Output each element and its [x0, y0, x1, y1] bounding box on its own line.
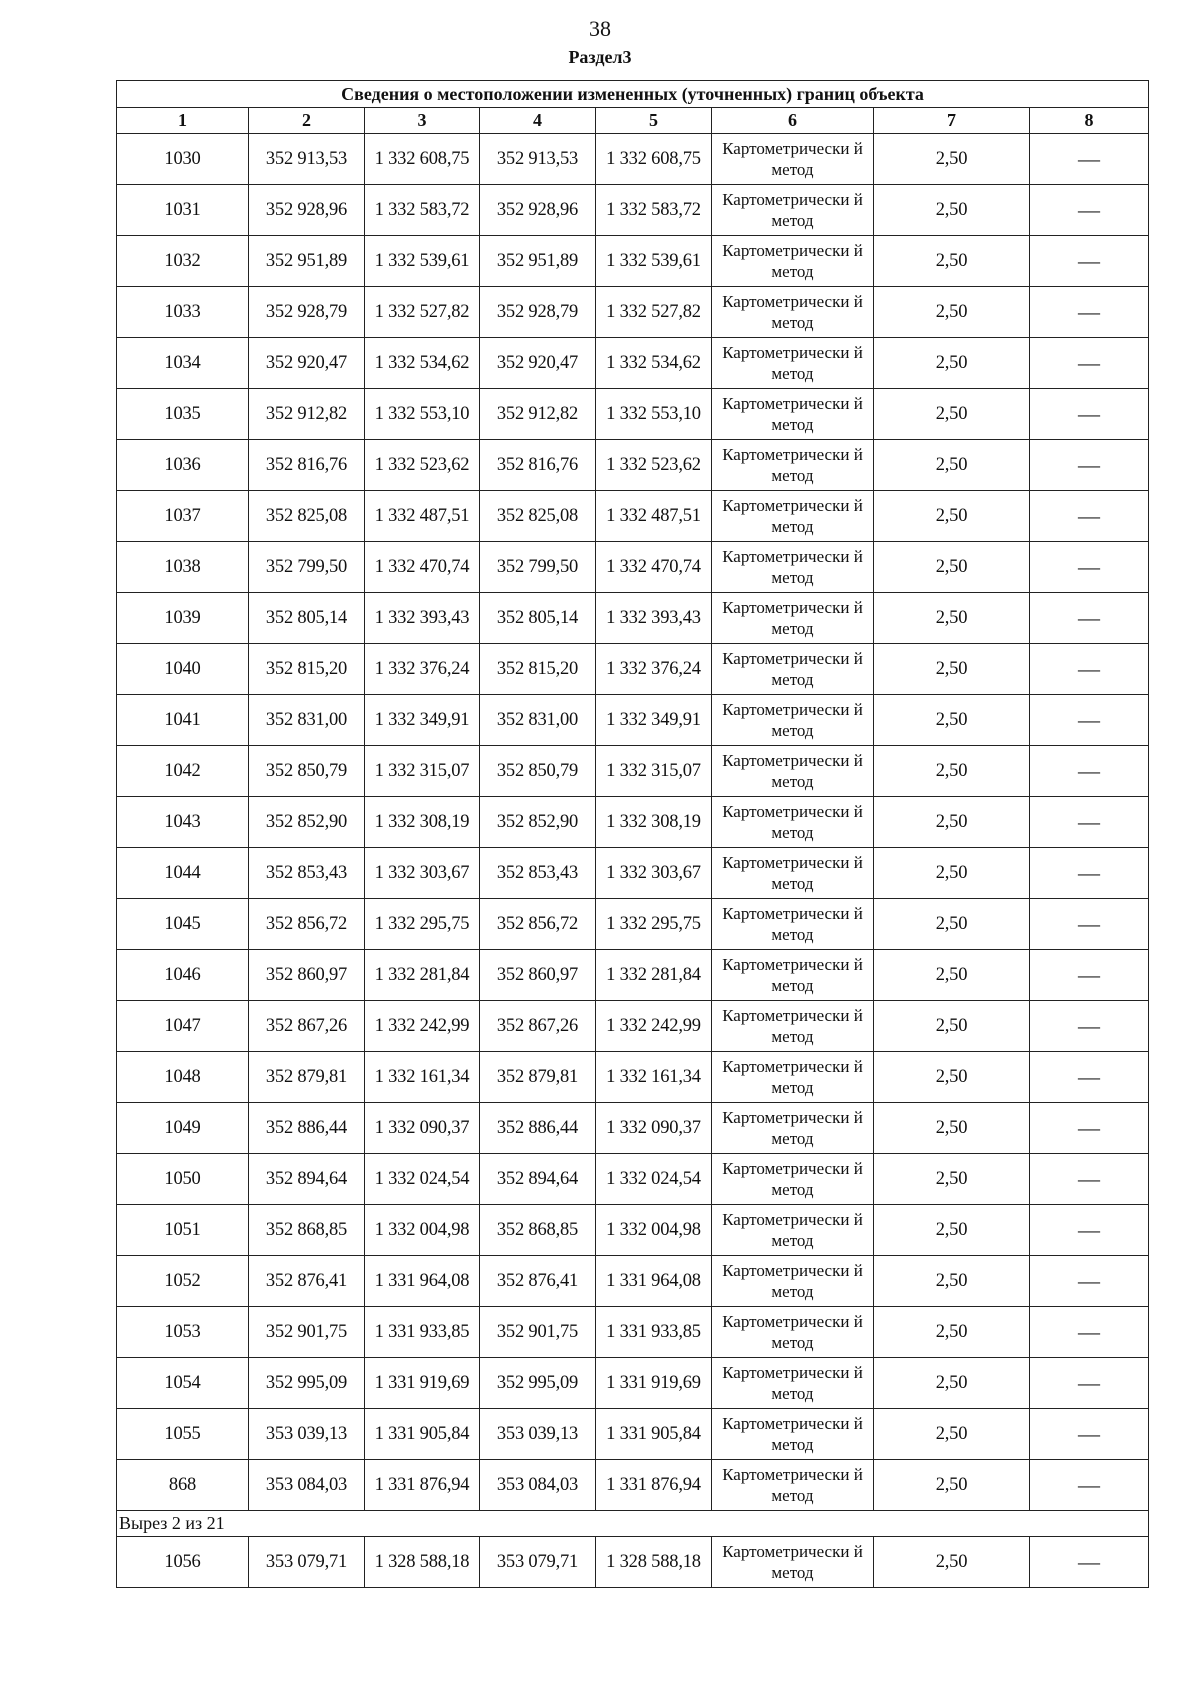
y-coordinate-cell: 1 332 090,37: [365, 1103, 480, 1154]
description-cell: —: [1030, 338, 1149, 389]
method-cell: Картометрически й метод: [712, 185, 874, 236]
x-coordinate-cell: 352 856,72: [249, 899, 365, 950]
x-coordinate-cell: 352 868,85: [480, 1205, 596, 1256]
x-coordinate-cell: 352 850,79: [249, 746, 365, 797]
point-number-cell: 1037: [117, 491, 249, 542]
column-header: 4: [480, 108, 596, 134]
y-coordinate-cell: 1 331 964,08: [596, 1256, 712, 1307]
y-coordinate-cell: 1 331 876,94: [365, 1460, 480, 1511]
x-coordinate-cell: 352 831,00: [249, 695, 365, 746]
table-row: [117, 1103, 1149, 1154]
x-coordinate-cell: 352 852,90: [480, 797, 596, 848]
y-coordinate-cell: 1 332 487,51: [596, 491, 712, 542]
x-coordinate-cell: 352 831,00: [480, 695, 596, 746]
accuracy-cell: 2,50: [874, 1460, 1030, 1511]
description-cell: —: [1030, 389, 1149, 440]
description-cell: —: [1030, 1001, 1149, 1052]
table-row: [117, 1205, 1149, 1256]
column-header: 2: [249, 108, 365, 134]
method-cell: Картометрически й метод: [712, 1103, 874, 1154]
y-coordinate-cell: 1 332 527,82: [596, 287, 712, 338]
page-number: 38: [589, 16, 611, 41]
table-title: Сведения о местоположении измененных (уточненных) границ объекта: [117, 81, 1149, 108]
method-cell: Картометрически й метод: [712, 1154, 874, 1205]
x-coordinate-cell: 352 951,89: [249, 236, 365, 287]
y-coordinate-cell: 1 332 090,37: [596, 1103, 712, 1154]
x-coordinate-cell: 352 799,50: [480, 542, 596, 593]
y-coordinate-cell: 1 332 539,61: [365, 236, 480, 287]
accuracy-cell: 2,50: [874, 1001, 1030, 1052]
x-coordinate-cell: 352 852,90: [249, 797, 365, 848]
accuracy-cell: 2,50: [874, 644, 1030, 695]
point-number-cell: 1042: [117, 746, 249, 797]
x-coordinate-cell: 352 860,97: [480, 950, 596, 1001]
x-coordinate-cell: 352 816,76: [480, 440, 596, 491]
y-coordinate-cell: 1 332 393,43: [365, 593, 480, 644]
y-coordinate-cell: 1 332 523,62: [596, 440, 712, 491]
x-coordinate-cell: 352 867,26: [480, 1001, 596, 1052]
x-coordinate-cell: 352 825,08: [480, 491, 596, 542]
method-cell: Картометрически й метод: [712, 542, 874, 593]
method-cell: Картометрически й метод: [712, 491, 874, 542]
x-coordinate-cell: 353 079,71: [249, 1537, 365, 1588]
accuracy-cell: 2,50: [874, 542, 1030, 593]
cut-label-row: [117, 1511, 1149, 1537]
method-cell: Картометрически й метод: [712, 848, 874, 899]
x-coordinate-cell: 352 853,43: [480, 848, 596, 899]
table-row: [117, 287, 1149, 338]
x-coordinate-cell: 353 084,03: [249, 1460, 365, 1511]
y-coordinate-cell: 1 332 470,74: [365, 542, 480, 593]
description-cell: —: [1030, 287, 1149, 338]
y-coordinate-cell: 1 332 534,62: [365, 338, 480, 389]
x-coordinate-cell: 352 879,81: [480, 1052, 596, 1103]
description-cell: —: [1030, 644, 1149, 695]
x-coordinate-cell: 352 886,44: [249, 1103, 365, 1154]
x-coordinate-cell: 352 995,09: [249, 1358, 365, 1409]
table-row: [117, 1358, 1149, 1409]
method-cell: Картометрически й метод: [712, 1537, 874, 1588]
x-coordinate-cell: 352 951,89: [480, 236, 596, 287]
y-coordinate-cell: 1 331 919,69: [365, 1358, 480, 1409]
x-coordinate-cell: 353 084,03: [480, 1460, 596, 1511]
x-coordinate-cell: 352 876,41: [249, 1256, 365, 1307]
point-number-cell: 1056: [117, 1537, 249, 1588]
table-row: [117, 1154, 1149, 1205]
point-number-cell: 1038: [117, 542, 249, 593]
accuracy-cell: 2,50: [874, 950, 1030, 1001]
x-coordinate-cell: 352 850,79: [480, 746, 596, 797]
method-cell: Картометрически й метод: [712, 134, 874, 185]
table-row: [117, 644, 1149, 695]
x-coordinate-cell: 352 912,82: [249, 389, 365, 440]
y-coordinate-cell: 1 332 024,54: [365, 1154, 480, 1205]
table-row: [117, 1409, 1149, 1460]
method-cell: Картометрически й метод: [712, 746, 874, 797]
point-number-cell: 1051: [117, 1205, 249, 1256]
accuracy-cell: 2,50: [874, 1307, 1030, 1358]
accuracy-cell: 2,50: [874, 185, 1030, 236]
method-cell: Картометрически й метод: [712, 287, 874, 338]
method-cell: Картометрически й метод: [712, 899, 874, 950]
x-coordinate-cell: 353 079,71: [480, 1537, 596, 1588]
method-cell: Картометрически й метод: [712, 1409, 874, 1460]
point-number-cell: 1052: [117, 1256, 249, 1307]
accuracy-cell: 2,50: [874, 899, 1030, 950]
y-coordinate-cell: 1 332 376,24: [365, 644, 480, 695]
point-number-cell: 1043: [117, 797, 249, 848]
table-row: [117, 1537, 1149, 1588]
point-number-cell: 1049: [117, 1103, 249, 1154]
y-coordinate-cell: 1 332 470,74: [596, 542, 712, 593]
table-row: [117, 491, 1149, 542]
y-coordinate-cell: 1 331 905,84: [365, 1409, 480, 1460]
table-title-row: [117, 81, 1149, 108]
y-coordinate-cell: 1 332 583,72: [365, 185, 480, 236]
y-coordinate-cell: 1 332 608,75: [365, 134, 480, 185]
description-cell: —: [1030, 1307, 1149, 1358]
point-number-cell: 1040: [117, 644, 249, 695]
description-cell: —: [1030, 542, 1149, 593]
column-header: 7: [874, 108, 1030, 134]
x-coordinate-cell: 352 853,43: [249, 848, 365, 899]
y-coordinate-cell: 1 328 588,18: [596, 1537, 712, 1588]
boundary-table: [116, 80, 1149, 1588]
y-coordinate-cell: 1 331 933,85: [365, 1307, 480, 1358]
x-coordinate-cell: 352 920,47: [249, 338, 365, 389]
x-coordinate-cell: 352 856,72: [480, 899, 596, 950]
description-cell: —: [1030, 1103, 1149, 1154]
accuracy-cell: 2,50: [874, 389, 1030, 440]
point-number-cell: 1047: [117, 1001, 249, 1052]
x-coordinate-cell: 352 799,50: [249, 542, 365, 593]
y-coordinate-cell: 1 332 161,34: [596, 1052, 712, 1103]
y-coordinate-cell: 1 332 024,54: [596, 1154, 712, 1205]
method-cell: Картометрически й метод: [712, 1307, 874, 1358]
x-coordinate-cell: 353 039,13: [480, 1409, 596, 1460]
column-header: 8: [1030, 108, 1149, 134]
y-coordinate-cell: 1 332 004,98: [365, 1205, 480, 1256]
y-coordinate-cell: 1 332 349,91: [365, 695, 480, 746]
y-coordinate-cell: 1 332 349,91: [596, 695, 712, 746]
x-coordinate-cell: 352 894,64: [249, 1154, 365, 1205]
y-coordinate-cell: 1 332 539,61: [596, 236, 712, 287]
description-cell: —: [1030, 593, 1149, 644]
method-cell: Картометрически й метод: [712, 1256, 874, 1307]
point-number-cell: 1035: [117, 389, 249, 440]
table-row: [117, 695, 1149, 746]
point-number-cell: 1039: [117, 593, 249, 644]
table-row: [117, 1256, 1149, 1307]
accuracy-cell: 2,50: [874, 1358, 1030, 1409]
y-coordinate-cell: 1 332 534,62: [596, 338, 712, 389]
x-coordinate-cell: 352 901,75: [480, 1307, 596, 1358]
x-coordinate-cell: 352 825,08: [249, 491, 365, 542]
point-number-cell: 1048: [117, 1052, 249, 1103]
y-coordinate-cell: 1 332 303,67: [596, 848, 712, 899]
x-coordinate-cell: 352 805,14: [480, 593, 596, 644]
table-row: [117, 389, 1149, 440]
description-cell: —: [1030, 491, 1149, 542]
x-coordinate-cell: 352 815,20: [249, 644, 365, 695]
table-row: [117, 1001, 1149, 1052]
accuracy-cell: 2,50: [874, 491, 1030, 542]
accuracy-cell: 2,50: [874, 848, 1030, 899]
table-row: [117, 950, 1149, 1001]
table-row: [117, 1460, 1149, 1511]
x-coordinate-cell: 352 913,53: [480, 134, 596, 185]
method-cell: Картометрически й метод: [712, 1205, 874, 1256]
description-cell: —: [1030, 1052, 1149, 1103]
table-row: [117, 185, 1149, 236]
y-coordinate-cell: 1 332 553,10: [365, 389, 480, 440]
description-cell: —: [1030, 899, 1149, 950]
y-coordinate-cell: 1 332 308,19: [365, 797, 480, 848]
point-number-cell: 1050: [117, 1154, 249, 1205]
method-cell: Картометрически й метод: [712, 797, 874, 848]
method-cell: Картометрически й метод: [712, 593, 874, 644]
accuracy-cell: 2,50: [874, 1205, 1030, 1256]
y-coordinate-cell: 1 332 553,10: [596, 389, 712, 440]
description-cell: —: [1030, 848, 1149, 899]
accuracy-cell: 2,50: [874, 1052, 1030, 1103]
accuracy-cell: 2,50: [874, 593, 1030, 644]
description-cell: —: [1030, 1256, 1149, 1307]
accuracy-cell: 2,50: [874, 1409, 1030, 1460]
x-coordinate-cell: 352 928,96: [480, 185, 596, 236]
x-coordinate-cell: 352 901,75: [249, 1307, 365, 1358]
table-header-row: [117, 108, 1149, 134]
accuracy-cell: 2,50: [874, 134, 1030, 185]
description-cell: —: [1030, 746, 1149, 797]
x-coordinate-cell: 352 913,53: [249, 134, 365, 185]
accuracy-cell: 2,50: [874, 695, 1030, 746]
x-coordinate-cell: 352 805,14: [249, 593, 365, 644]
y-coordinate-cell: 1 331 919,69: [596, 1358, 712, 1409]
description-cell: —: [1030, 1154, 1149, 1205]
description-cell: —: [1030, 236, 1149, 287]
description-cell: —: [1030, 1460, 1149, 1511]
method-cell: Картометрически й метод: [712, 695, 874, 746]
point-number-cell: 1031: [117, 185, 249, 236]
y-coordinate-cell: 1 332 308,19: [596, 797, 712, 848]
description-cell: —: [1030, 1537, 1149, 1588]
accuracy-cell: 2,50: [874, 338, 1030, 389]
column-header: 1: [117, 108, 249, 134]
method-cell: Картометрически й метод: [712, 1052, 874, 1103]
x-coordinate-cell: 352 867,26: [249, 1001, 365, 1052]
description-cell: —: [1030, 797, 1149, 848]
accuracy-cell: 2,50: [874, 746, 1030, 797]
accuracy-cell: 2,50: [874, 1154, 1030, 1205]
y-coordinate-cell: 1 332 295,75: [365, 899, 480, 950]
table-row: [117, 797, 1149, 848]
table-row: [117, 1052, 1149, 1103]
y-coordinate-cell: 1 331 933,85: [596, 1307, 712, 1358]
x-coordinate-cell: 352 886,44: [480, 1103, 596, 1154]
accuracy-cell: 2,50: [874, 797, 1030, 848]
accuracy-cell: 2,50: [874, 1256, 1030, 1307]
x-coordinate-cell: 352 928,96: [249, 185, 365, 236]
point-number-cell: 1033: [117, 287, 249, 338]
method-cell: Картометрически й метод: [712, 338, 874, 389]
accuracy-cell: 2,50: [874, 1537, 1030, 1588]
method-cell: Картометрически й метод: [712, 950, 874, 1001]
section-title: Раздел3: [568, 47, 632, 67]
x-coordinate-cell: 352 928,79: [249, 287, 365, 338]
x-coordinate-cell: 352 860,97: [249, 950, 365, 1001]
y-coordinate-cell: 1 332 281,84: [365, 950, 480, 1001]
y-coordinate-cell: 1 332 303,67: [365, 848, 480, 899]
table-row: [117, 899, 1149, 950]
column-header: 6: [712, 108, 874, 134]
point-number-cell: 1046: [117, 950, 249, 1001]
x-coordinate-cell: 352 920,47: [480, 338, 596, 389]
y-coordinate-cell: 1 332 004,98: [596, 1205, 712, 1256]
table-row: [117, 236, 1149, 287]
table-row: [117, 542, 1149, 593]
method-cell: Картометрически й метод: [712, 1001, 874, 1052]
x-coordinate-cell: 352 928,79: [480, 287, 596, 338]
y-coordinate-cell: 1 332 393,43: [596, 593, 712, 644]
y-coordinate-cell: 1 332 161,34: [365, 1052, 480, 1103]
x-coordinate-cell: 352 879,81: [249, 1052, 365, 1103]
point-number-cell: 1030: [117, 134, 249, 185]
table-row: [117, 338, 1149, 389]
point-number-cell: 1053: [117, 1307, 249, 1358]
method-cell: Картометрически й метод: [712, 1358, 874, 1409]
x-coordinate-cell: 352 868,85: [249, 1205, 365, 1256]
x-coordinate-cell: 352 876,41: [480, 1256, 596, 1307]
table-row: [117, 593, 1149, 644]
y-coordinate-cell: 1 332 281,84: [596, 950, 712, 1001]
y-coordinate-cell: 1 331 905,84: [596, 1409, 712, 1460]
y-coordinate-cell: 1 332 315,07: [365, 746, 480, 797]
point-number-cell: 868: [117, 1460, 249, 1511]
table-row: [117, 848, 1149, 899]
point-number-cell: 1055: [117, 1409, 249, 1460]
table-row: [117, 1307, 1149, 1358]
description-cell: —: [1030, 440, 1149, 491]
description-cell: —: [1030, 695, 1149, 746]
table-row: [117, 746, 1149, 797]
y-coordinate-cell: 1 332 295,75: [596, 899, 712, 950]
x-coordinate-cell: 352 995,09: [480, 1358, 596, 1409]
method-cell: Картометрически й метод: [712, 644, 874, 695]
method-cell: Картометрически й метод: [712, 236, 874, 287]
method-cell: Картометрически й метод: [712, 440, 874, 491]
column-header: 5: [596, 108, 712, 134]
description-cell: —: [1030, 1358, 1149, 1409]
point-number-cell: 1034: [117, 338, 249, 389]
y-coordinate-cell: 1 332 376,24: [596, 644, 712, 695]
point-number-cell: 1032: [117, 236, 249, 287]
x-coordinate-cell: 352 816,76: [249, 440, 365, 491]
x-coordinate-cell: 352 815,20: [480, 644, 596, 695]
description-cell: —: [1030, 950, 1149, 1001]
accuracy-cell: 2,50: [874, 236, 1030, 287]
description-cell: —: [1030, 1409, 1149, 1460]
y-coordinate-cell: 1 328 588,18: [365, 1537, 480, 1588]
y-coordinate-cell: 1 331 876,94: [596, 1460, 712, 1511]
x-coordinate-cell: 353 039,13: [249, 1409, 365, 1460]
point-number-cell: 1041: [117, 695, 249, 746]
description-cell: —: [1030, 134, 1149, 185]
column-header: 3: [365, 108, 480, 134]
accuracy-cell: 2,50: [874, 1103, 1030, 1154]
y-coordinate-cell: 1 331 964,08: [365, 1256, 480, 1307]
point-number-cell: 1054: [117, 1358, 249, 1409]
cut-label: Вырез 2 из 21: [117, 1511, 1149, 1537]
y-coordinate-cell: 1 332 487,51: [365, 491, 480, 542]
y-coordinate-cell: 1 332 315,07: [596, 746, 712, 797]
point-number-cell: 1036: [117, 440, 249, 491]
y-coordinate-cell: 1 332 608,75: [596, 134, 712, 185]
table-row: [117, 134, 1149, 185]
y-coordinate-cell: 1 332 583,72: [596, 185, 712, 236]
accuracy-cell: 2,50: [874, 440, 1030, 491]
description-cell: —: [1030, 1205, 1149, 1256]
x-coordinate-cell: 352 912,82: [480, 389, 596, 440]
point-number-cell: 1044: [117, 848, 249, 899]
y-coordinate-cell: 1 332 242,99: [365, 1001, 480, 1052]
method-cell: Картометрически й метод: [712, 389, 874, 440]
point-number-cell: 1045: [117, 899, 249, 950]
description-cell: —: [1030, 185, 1149, 236]
method-cell: Картометрически й метод: [712, 1460, 874, 1511]
y-coordinate-cell: 1 332 527,82: [365, 287, 480, 338]
accuracy-cell: 2,50: [874, 287, 1030, 338]
y-coordinate-cell: 1 332 523,62: [365, 440, 480, 491]
y-coordinate-cell: 1 332 242,99: [596, 1001, 712, 1052]
x-coordinate-cell: 352 894,64: [480, 1154, 596, 1205]
table-row: [117, 440, 1149, 491]
